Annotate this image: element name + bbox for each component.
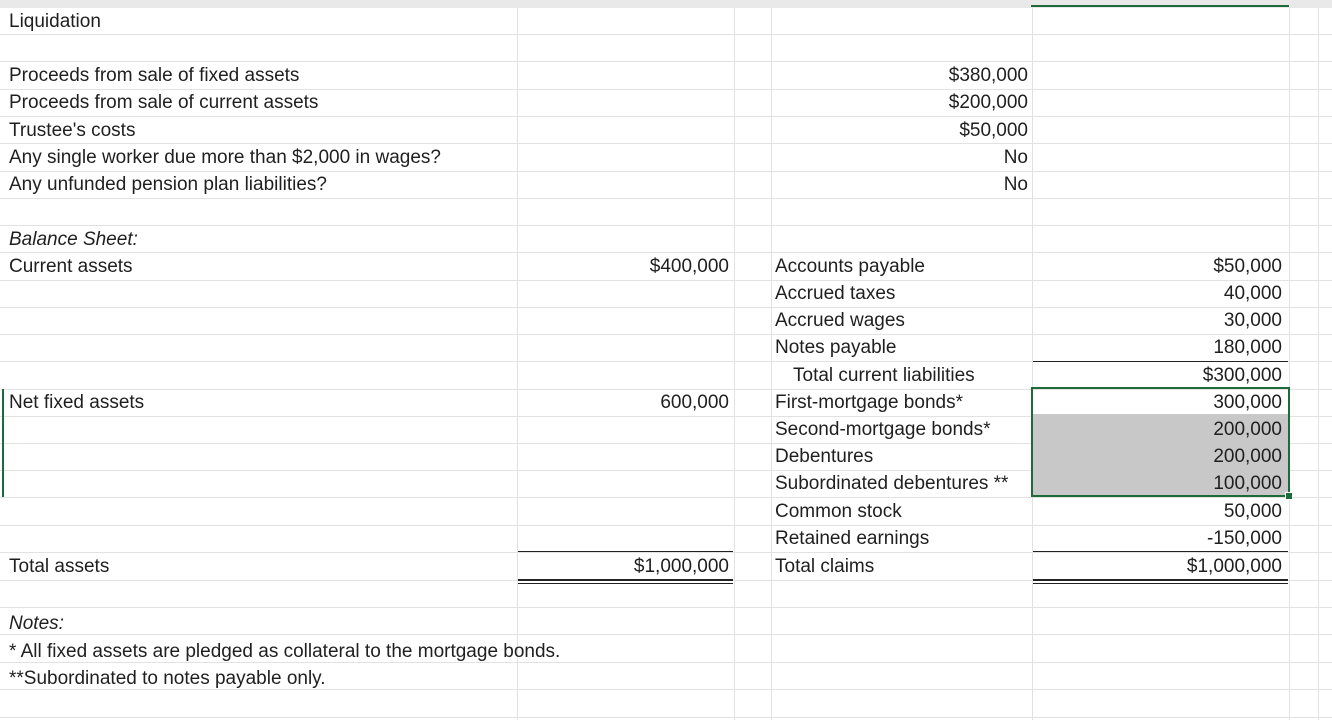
rule-total-assets-top xyxy=(518,551,733,552)
claim-value[interactable]: 200,000 xyxy=(1213,446,1282,467)
total-assets-value[interactable]: $1,000,000 xyxy=(633,556,729,577)
grid-row-line xyxy=(0,717,1332,718)
rule-total-assets-double-2 xyxy=(518,583,733,584)
grid-row-line xyxy=(0,607,1332,608)
input-value[interactable]: $50,000 xyxy=(959,120,1028,141)
grid-row-line xyxy=(0,34,1332,35)
claim-value[interactable]: 30,000 xyxy=(1223,310,1282,331)
claim-label[interactable]: Total current liabilities xyxy=(793,365,975,386)
input-label[interactable]: Trustee's costs xyxy=(9,120,136,141)
claim-label[interactable]: Subordinated debentures ** xyxy=(775,473,1009,494)
input-label[interactable]: Proceeds from sale of current assets xyxy=(9,92,319,113)
grid-col-line xyxy=(771,8,772,720)
net-fixed-assets-value[interactable]: 600,000 xyxy=(660,392,729,413)
claim-label[interactable]: Common stock xyxy=(775,501,902,522)
input-label[interactable]: Any unfunded pension plan liabilities? xyxy=(9,174,327,195)
claim-value[interactable]: 50,000 xyxy=(1223,501,1282,522)
claim-label[interactable]: Second-mortgage bonds* xyxy=(775,419,991,440)
claim-value[interactable]: $1,000,000 xyxy=(1186,556,1282,577)
claim-value[interactable]: -150,000 xyxy=(1206,528,1282,549)
claim-label[interactable]: Accrued wages xyxy=(775,310,905,331)
grid-col-line xyxy=(1318,8,1319,720)
claim-label[interactable]: Retained earnings xyxy=(775,528,930,549)
total-assets-label[interactable]: Total assets xyxy=(9,556,110,577)
claim-label[interactable]: Notes payable xyxy=(775,337,897,358)
selection-edge-top xyxy=(1031,5,1289,7)
claim-value[interactable]: 200,000 xyxy=(1213,419,1282,440)
note-line[interactable]: * All fixed assets are pledged as collateral to the mortgage bonds. xyxy=(9,641,561,662)
net-fixed-assets-label[interactable]: Net fixed assets xyxy=(9,392,145,413)
input-value[interactable]: $380,000 xyxy=(948,65,1028,86)
notes-heading[interactable]: Notes: xyxy=(9,613,64,634)
input-label[interactable]: Any single worker due more than $2,000 in wages? xyxy=(9,147,441,168)
grid-col-line xyxy=(517,8,518,720)
claim-value[interactable]: 300,000 xyxy=(1213,392,1282,413)
rule-total-claims-double-2 xyxy=(1033,583,1288,584)
sheet-title[interactable]: Liquidation xyxy=(9,11,101,32)
current-assets-value[interactable]: $400,000 xyxy=(649,256,729,277)
input-value[interactable]: No xyxy=(1003,174,1028,195)
grid-row-line xyxy=(0,198,1332,199)
claim-value[interactable]: 40,000 xyxy=(1223,283,1282,304)
claim-label[interactable]: Total claims xyxy=(775,556,875,577)
grid-col-line xyxy=(1289,8,1290,720)
grid-col-line xyxy=(734,8,735,720)
note-line[interactable]: **Subordinated to notes payable only. xyxy=(9,668,326,689)
grid-row-line xyxy=(0,634,1332,635)
claim-value[interactable]: $300,000 xyxy=(1202,365,1282,386)
claim-label[interactable]: First-mortgage bonds* xyxy=(775,392,963,413)
grid-row-line xyxy=(0,225,1332,226)
claim-value[interactable]: 100,000 xyxy=(1213,473,1282,494)
claim-label[interactable]: Debentures xyxy=(775,446,874,467)
selection-edge-left xyxy=(2,389,4,497)
claim-label[interactable]: Accounts payable xyxy=(775,256,925,277)
claim-value[interactable]: 180,000 xyxy=(1213,337,1282,358)
claim-label[interactable]: Accrued taxes xyxy=(775,283,896,304)
input-value[interactable]: No xyxy=(1003,147,1028,168)
current-assets-label[interactable]: Current assets xyxy=(9,256,133,277)
input-value[interactable]: $200,000 xyxy=(948,92,1028,113)
claim-value[interactable]: $50,000 xyxy=(1213,256,1282,277)
grid-row-line xyxy=(0,116,1332,117)
balance-sheet-heading[interactable]: Balance Sheet: xyxy=(9,229,138,250)
input-label[interactable]: Proceeds from sale of fixed assets xyxy=(9,65,300,86)
fill-handle[interactable] xyxy=(1285,492,1293,500)
